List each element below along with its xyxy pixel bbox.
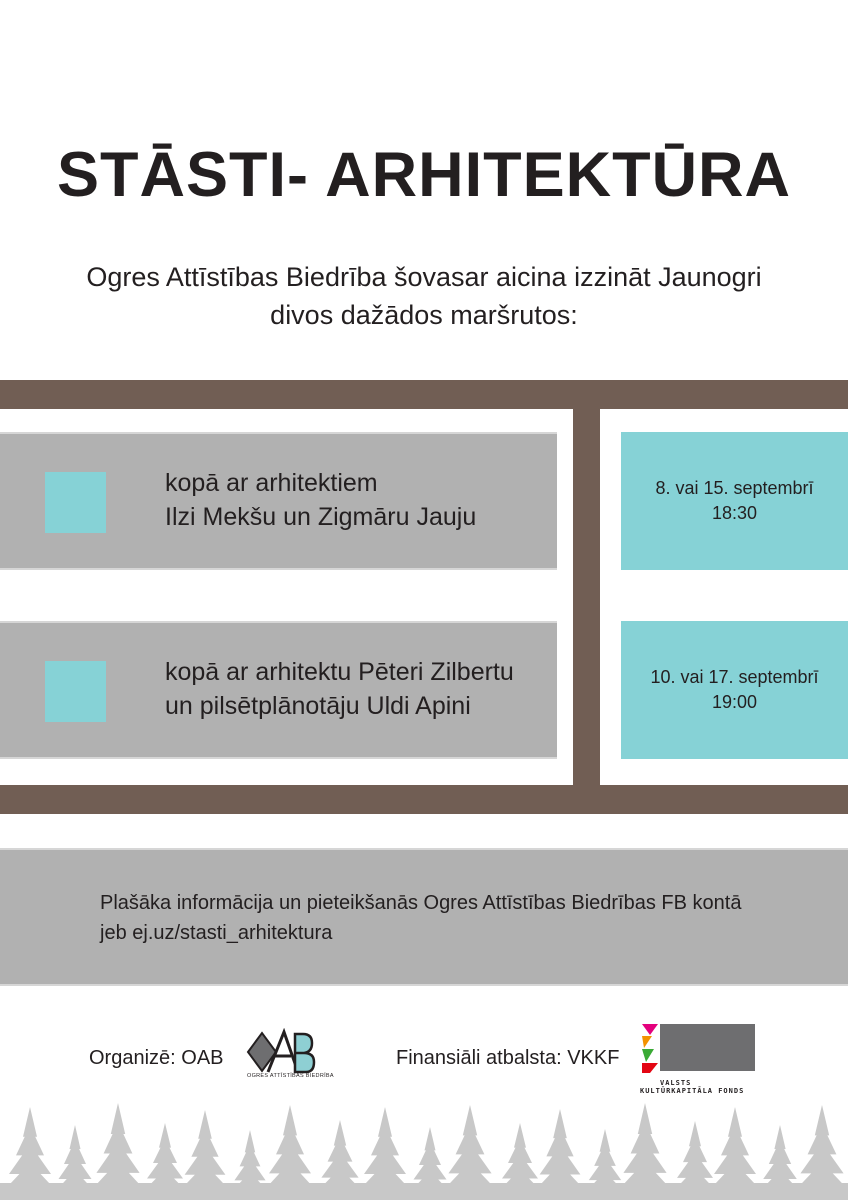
organizer-label: Organizē: OAB (89, 1047, 224, 1069)
route-line-2: un pilsētplānotāju Uldi Apini (165, 692, 471, 720)
route-panel-1 (0, 432, 557, 570)
route-description (165, 466, 476, 534)
tree-ground (0, 1183, 848, 1200)
poster-title: STĀSTI- ARHITEKTŪRA (56, 140, 792, 210)
route-bullet-square (45, 472, 106, 533)
intro-line-1: Ogres Attīstības Biedrība šovasar aicina izzināt Jaunogri (86, 262, 762, 292)
route-panel-2 (0, 621, 557, 759)
vkkf-logo-icon (640, 1022, 660, 1074)
info-panel (0, 848, 848, 986)
vkkf-caption-line-1: VALSTS (660, 1079, 692, 1087)
vkkf-logo-bar (660, 1024, 755, 1071)
route-line-2: Ilzi Mekšu un Zigmāru Jauju (165, 503, 477, 531)
route-date: 8. vai 15. septembrī (655, 478, 814, 498)
info-text (100, 888, 741, 948)
route-bullet-square (45, 661, 106, 722)
vkkf-caption-line-2: KULTŪRKAPITĀLA FONDS (640, 1087, 745, 1095)
route-date-2 (621, 621, 848, 759)
vkkf-logo-caption (640, 1079, 744, 1095)
oab-logo-caption: OGRES ATTĪSTĪBAS BIEDRĪBA (247, 1073, 334, 1079)
route-time: 19:00 (711, 692, 758, 712)
route-date: 10. vai 17. septembrī (650, 667, 819, 687)
route-line-1: kopā ar arhitektu Pēteri Zilbertu (165, 658, 514, 686)
route-line-1: kopā ar arhitektiem (165, 469, 378, 497)
info-line-1: Plašāka informācija un pieteikšanās Ogres Attīstības Biedrības FB kontā (100, 892, 742, 914)
tree-silhouette-icon (0, 1095, 848, 1200)
intro-text (0, 258, 848, 334)
route-description (165, 655, 514, 723)
sponsor-label: Finansiāli atbalsta: VKKF (396, 1047, 620, 1069)
info-line-2: jeb ej.uz/stasti_arhitektura (100, 922, 333, 944)
route-date-1 (621, 432, 848, 570)
route-time: 18:30 (711, 503, 758, 523)
intro-line-2: divos dažādos maršrutos: (270, 300, 578, 330)
